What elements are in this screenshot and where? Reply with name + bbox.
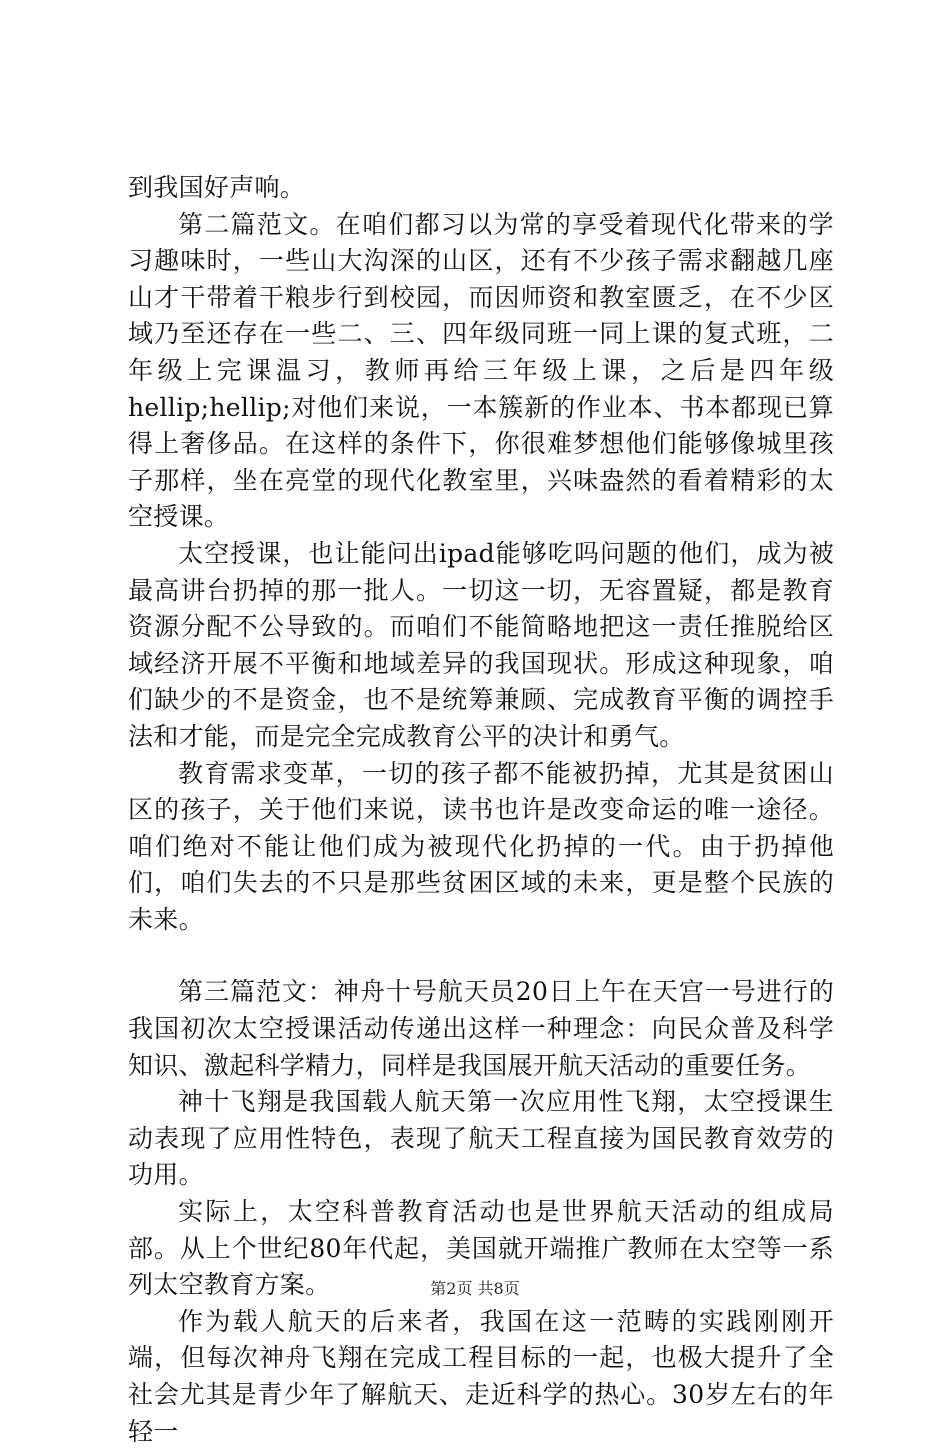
paragraph-space-lecture: 太空授课，也让能问出ipad能够吃吗问题的他们，成为被最高讲台扔掉的那一批人。一切这一切，无容置疑，都是教育资源分配不公导致的。而咱们不能简略地把这一责任推脱给区域经济开展不平衡和地域差异的我国现状。形成这种现象，咱们缺少的不是资金，也不是统筹兼顾、完成教育平衡的调控手法和才能，而是完全完成教育公平的决计和勇气。 — [128, 538, 834, 751]
paragraph-space-education: 实际上，太空科普教育活动也是世界航天活动的组成局部。从上个世纪80年代起，美国就开端推广教师在太空等一系列太空教育方案。 — [128, 1197, 834, 1300]
page-number-footer: 第2页 共8页 — [430, 1279, 520, 1298]
paragraph-third-essay: 第三篇范文：神舟十号航天员20日上午在天宫一号进行的我国初次太空授课活动传递出这样一种理念：向民众普及科学知识、激起科学精力，同样是我国展开航天活动的重要任务。 — [128, 977, 834, 1080]
paragraph-continuation: 到我国好声响。 — [128, 173, 306, 202]
paragraph-latecomer: 作为载人航天的后来者，我国在这一范畴的实践刚刚开端，但每次神舟飞翔在完成工程目标的一起，也极大提升了全社会尤其是青少年了解航天、走近科学的热心。30岁左右的年轻一 — [128, 1306, 834, 1446]
paragraph-shenshi-flight: 神十飞翔是我国载人航天第一次应用性飞翔，太空授课生动表现了应用性特色，表现了航天工程直接为国民教育效劳的功用。 — [128, 1087, 834, 1190]
document-body — [128, 170, 834, 1450]
paragraph-education-reform: 教育需求变革，一切的孩子都不能被扔掉，尤其是贫困山区的孩子，关于他们来说，读书也许是改变命运的唯一途径。咱们绝对不能让他们成为被现代化扔掉的一代。由于扔掉他们，咱们失去的不只是那些贫困区域的未来，更是整个民族的未来。 — [128, 758, 834, 934]
paragraph-second-essay: 第二篇范文。在咱们都习以为常的享受着现代化带来的学习趣味时，一些山大沟深的山区，还有不少孩子需求翻越几座山才干带着干粮步行到校园，而因师资和教室匮乏，在不少区域乃至还存在一些二、三、四年级同班一同上课的复式班，二年级上完课温习，教师再给三年级上课，之后是四年级hellip;hellip;对他们来说，一本簇新的作业本、书本都现已算得上奢侈品。在这样的条件下，你很难梦想他们能够像城里孩子那样，坐在亮堂的现代化教室里，兴味盎然的看着精彩的太空授课。 — [128, 209, 834, 532]
